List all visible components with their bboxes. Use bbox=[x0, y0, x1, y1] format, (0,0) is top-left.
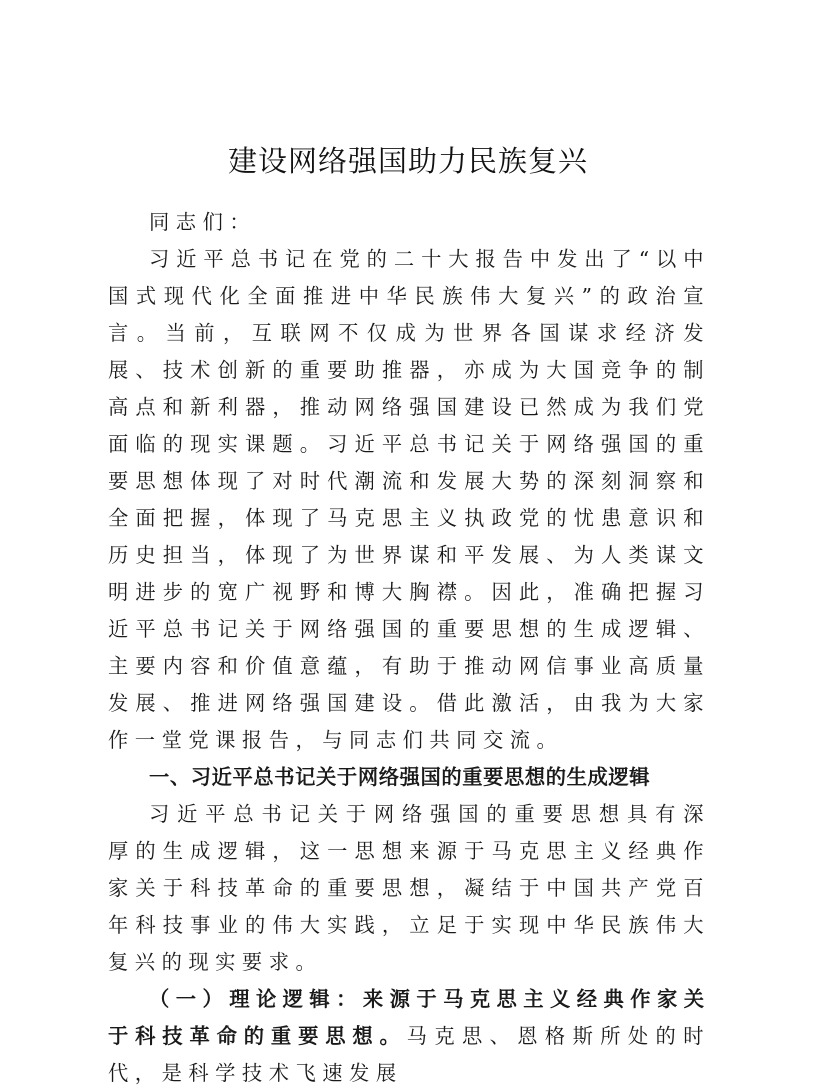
intro-paragraph: 习近平总书记在党的二十大报告中发出了“以中国式现代化全面推进中华民族伟大复兴”的政治宣言。当前，互联网不仅成为世界各国谋求经济发展、技术创新的重要助推器，亦成为大国竞争的制高点和新利器，推动网络强国建设已然成为我们党面临的现实课题。习近平总书记关于网络强国的重要思想体现了对时代潮流和发展大势的深刻洞察和全面把握，体现了马克思主义执政党的忧患意识和历史担当，体现了为世界谋和平发展、为人类谋文明进步的宽广视野和博大胸襟。因此，准确把握习近平总书记关于网络强国的重要思想的生成逻辑、主要内容和价值意蕴，有助于推动网信事业高质量发展、推进网络强国建设。借此激活，由我为大家作一堂党课报告，与同志们共同交流。 bbox=[108, 247, 710, 752]
section-1-intro-paragraph: 习近平总书记关于网络强国的重要思想具有深厚的生成逻辑，这一思想来源于马克思主义经典作家关于科技革命的重要思想，凝结于中国共产党百年科技事业的伟大实践，立足于实现中华民族伟大复兴的现实要求。 bbox=[108, 802, 710, 974]
subsection-paragraph bbox=[108, 981, 710, 1092]
salutation: 同志们： bbox=[149, 210, 257, 234]
document-title: 建设网络强国助力民族复兴 bbox=[227, 144, 588, 178]
subheading-1: （一）理论逻辑：来源于马克思主义经典作家关于科技革命的重要思想。 bbox=[108, 987, 710, 1048]
subsection-text: 马克思、恩格斯所处的时代，是科学技术飞速发展 bbox=[108, 1024, 710, 1085]
section-heading-1: 一、习近平总书记关于网络强国的重要思想的生成逻辑 bbox=[149, 765, 651, 789]
document-body bbox=[108, 204, 710, 1092]
